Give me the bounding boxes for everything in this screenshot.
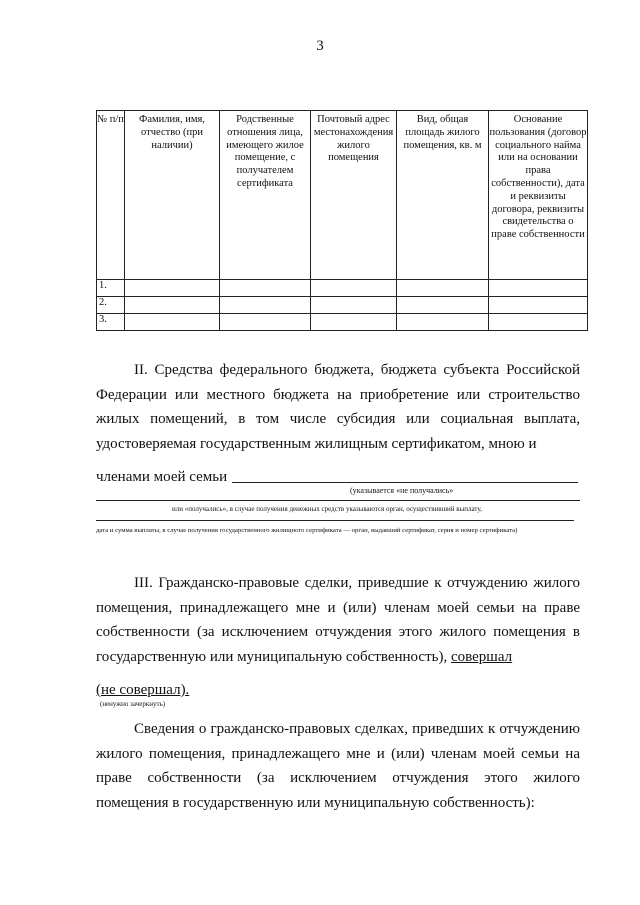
col-header-number: № п/п bbox=[97, 111, 125, 280]
table-cell[interactable] bbox=[397, 280, 489, 297]
page-number: 3 bbox=[316, 38, 324, 54]
table-cell[interactable] bbox=[311, 280, 397, 297]
row-number: 3. bbox=[97, 314, 125, 331]
col-header-basis: Основание пользования (договор социального найма или на основании права собственности), дата и реквизиты договора, реквизиты свидетельства о праве собственности bbox=[489, 111, 588, 280]
table-cell[interactable] bbox=[125, 280, 220, 297]
table-cell[interactable] bbox=[220, 314, 311, 331]
table-header-row bbox=[97, 111, 588, 280]
table-cell[interactable] bbox=[397, 314, 489, 331]
col-header-address: Почтовый адрес местонахождения жилого помещения bbox=[311, 111, 397, 280]
table-cell[interactable] bbox=[220, 297, 311, 314]
option-not-committed[interactable] bbox=[96, 678, 189, 703]
family-housing-table bbox=[96, 110, 588, 331]
table-cell[interactable] bbox=[125, 314, 220, 331]
budget-funds-answer-field-2[interactable] bbox=[96, 500, 580, 501]
section-2-last-line: членами моей семьи bbox=[96, 469, 228, 485]
option-not-committed-label: (не совершал). bbox=[96, 682, 190, 698]
table-row bbox=[97, 314, 588, 331]
row-number: 1. bbox=[97, 280, 125, 297]
table-cell[interactable] bbox=[489, 280, 588, 297]
table-cell[interactable] bbox=[489, 297, 588, 314]
table-cell[interactable] bbox=[397, 297, 489, 314]
section-3-text: III. Гражданско-правовые сделки, приведшие к отчуждению жилого помещения, принадлежащего мне и (или) членам моей семьи на праве собственности (за исключением отчуждения этого жилого помещения в государственную или муниципальную собственность), bbox=[96, 575, 580, 665]
budget-funds-answer-field[interactable] bbox=[232, 482, 578, 483]
table-cell[interactable] bbox=[311, 297, 397, 314]
table-cell[interactable] bbox=[489, 314, 588, 331]
section-2-hint-3: дата и сумма выплаты, в случае получения государственного жилищного сертификата — орган, выдавший сертификат, серия и номер сертификата) bbox=[96, 527, 518, 534]
table-cell[interactable] bbox=[311, 314, 397, 331]
section-2-hint-2: или «получались», в случае получения денежных средств указываются орган, осуществивший выплату, bbox=[172, 505, 482, 513]
section-2-paragraph: II. Средства федерального бюджета, бюджета субъекта Российской Федерации или местного бюджета на приобретение или строительство жилых помещений, в том числе субсидия или социальная выплата, удостоверяемая государственным жилищным сертификатом, мною и bbox=[96, 362, 580, 452]
row-number: 2. bbox=[97, 297, 125, 314]
strike-out-hint: (ненужно зачеркнуть) bbox=[100, 700, 166, 708]
budget-funds-answer-field-3[interactable] bbox=[96, 520, 574, 521]
table-row bbox=[97, 280, 588, 297]
table-cell[interactable] bbox=[125, 297, 220, 314]
section-2-hint-1: (указывается «не получались» bbox=[350, 486, 454, 495]
table-row bbox=[97, 297, 588, 314]
col-header-area: Вид, общая площадь жилого помещения, кв. м bbox=[397, 111, 489, 280]
table-cell[interactable] bbox=[220, 280, 311, 297]
col-header-name: Фамилия, имя, отчество (при наличии) bbox=[125, 111, 220, 280]
col-header-relation: Родственные отношения лица, имеющего жилое помещение, с получателем сертификата bbox=[220, 111, 311, 280]
option-committed[interactable]: совершал bbox=[450, 648, 513, 665]
section-4-paragraph: Сведения о гражданско-правовых сделках, приведших к отчуждению жилого помещения, принадлежащего мне и (или) членам моей семьи на праве собственности (за исключением отчуждения этого жилого помещения в государственную или муниципальную собственность): bbox=[96, 721, 580, 811]
section-3-paragraph bbox=[96, 571, 580, 669]
